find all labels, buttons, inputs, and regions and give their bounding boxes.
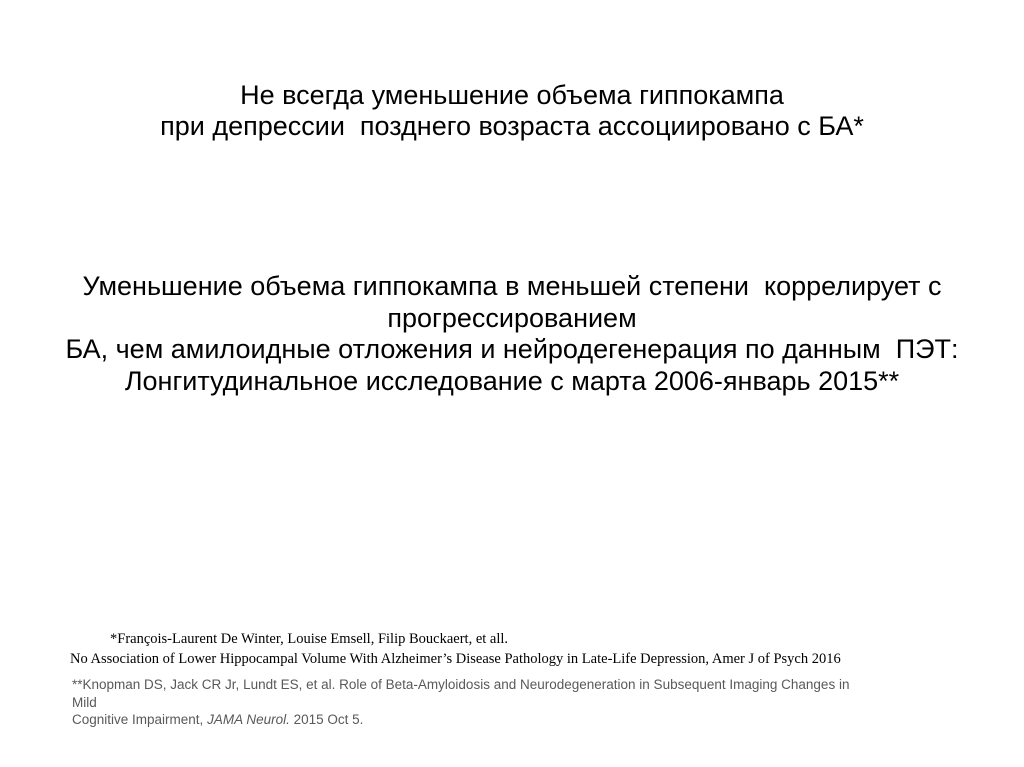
body-line-4: Лонгитудинальное исследование с марта 2006-январь 2015** (124, 365, 900, 396)
slide-title (42, 80, 982, 142)
reference-1-citation: No Association of Lower Hippocampal Volume With Alzheimer’s Disease Pathology in Late-Life Depression, Amer J of Psych 2016 (70, 651, 841, 667)
journal-name-italic: JAMA Neurol. (207, 712, 290, 727)
reference-1-authors: *François-Laurent De Winter, Louise Emsell, Filip Bouckaert, et all. (110, 631, 509, 647)
title-line-2: при депрессии позднего возраста ассоциировано с БА* (160, 111, 864, 141)
body-line-3: БА, чем амилоидные отложения и нейродегенерация по данным ПЭТ: (65, 334, 959, 364)
reference-2-line-2 (72, 711, 852, 729)
reference-2-line-1: **Knopman DS, Jack CR Jr, Lundt ES, et al. Role of Beta-Amyloidosis and Neurodegeneration in Subsequent Imaging Changes in Mild (72, 677, 854, 710)
body-line-2: прогрессированием (387, 302, 637, 333)
reference-2-date: 2015 Oct 5. (289, 712, 364, 727)
body-line-1: Уменьшение объема гиппокампа в меньшей степени коррелирует с (82, 271, 942, 301)
reference-2-line2-text: Cognitive Impairment, (72, 712, 208, 727)
title-line-1: Не всегда уменьшение объема гиппокампа (240, 80, 784, 110)
slide-body-text (57, 271, 967, 397)
reference-1 (70, 629, 970, 669)
reference-2 (72, 676, 852, 729)
